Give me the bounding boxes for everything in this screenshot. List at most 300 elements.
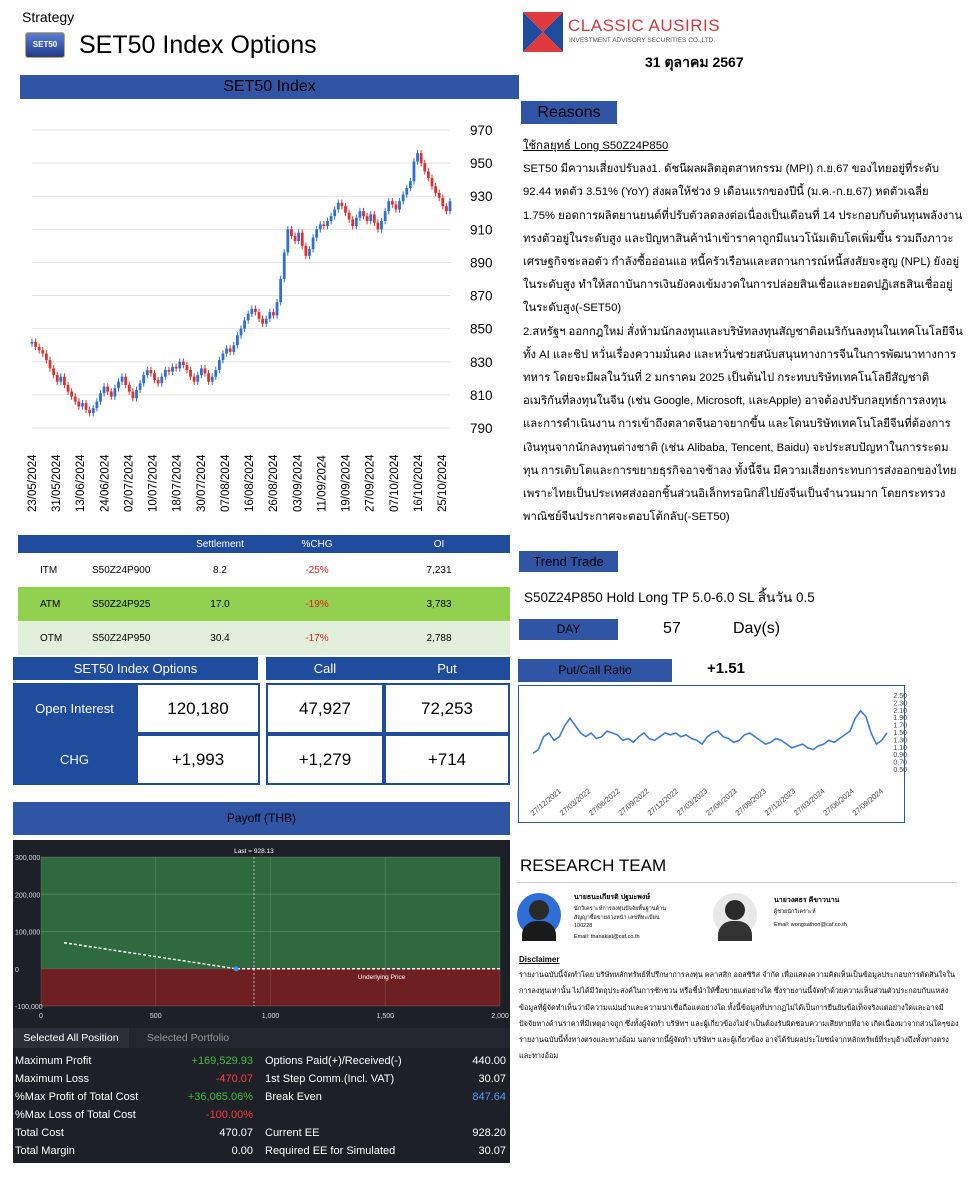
candle-body — [250, 309, 253, 314]
chg-total: +1,993 — [171, 750, 225, 769]
candle-body — [312, 238, 315, 250]
y-tick-label: 0.90 — [893, 752, 907, 760]
y-tick-label: 930 — [470, 189, 493, 205]
reasons-body — [523, 135, 963, 529]
analyst1-line3: 100228 — [574, 923, 593, 929]
candle-body — [135, 390, 138, 398]
analyst2-name: นายวงศธร คีขาวนาน — [774, 897, 840, 904]
x-tick-label: 27/06/2024 — [821, 786, 856, 818]
report-date: 31 ตุลาคม 2567 — [645, 54, 744, 70]
avatar — [517, 893, 561, 937]
row-chg: -19% — [305, 598, 329, 610]
candle-body — [81, 403, 84, 406]
trend-header — [519, 551, 618, 572]
chg-label-cell — [13, 734, 136, 785]
payoff-title: Payoff (THB) — [226, 811, 297, 825]
x-tick-label: 27/06/2022 — [587, 786, 622, 818]
strategy-line: ใช้กลยุทธ์ Long S50Z24P850 — [523, 140, 669, 152]
candle-body — [402, 195, 405, 202]
research-divider — [517, 882, 957, 883]
candle-body — [56, 375, 59, 382]
chg-call-cell — [266, 734, 384, 785]
stats-row — [263, 1088, 508, 1106]
candle-body — [405, 188, 408, 195]
stats-value: 440.00 — [472, 1055, 506, 1067]
candle-body — [369, 214, 372, 221]
stats-value: 470.07 — [219, 1127, 253, 1139]
pcr-series-line — [533, 711, 887, 754]
candle-body — [45, 354, 48, 361]
candle-body — [52, 368, 55, 375]
candle-body — [294, 236, 297, 241]
y-tick-label: 1.70 — [893, 722, 907, 730]
candle-body — [340, 203, 343, 206]
candle-body — [113, 388, 116, 396]
stats-value: 847.64 — [472, 1091, 506, 1103]
candle-body — [106, 387, 109, 392]
oi-label-cell — [13, 683, 136, 734]
candle-body — [222, 354, 225, 361]
x-tick-label: 03/09/2024 — [292, 454, 305, 512]
stats-row — [263, 1070, 508, 1088]
x-tick-label: 23/05/2024 — [27, 454, 39, 512]
summary-grid — [13, 683, 510, 785]
candle-body — [355, 218, 358, 226]
candle-body — [265, 319, 268, 324]
set50-candlestick-chart — [0, 110, 515, 520]
candle-body — [186, 365, 189, 370]
chg-call: +1,279 — [298, 750, 352, 769]
x-tick-label: 27/12/2023 — [762, 786, 798, 818]
x-tick-label: 27/03/2023 — [674, 786, 710, 818]
candle-body — [409, 181, 412, 188]
stats-row — [13, 1124, 255, 1142]
x-tick-label: 26/08/2024 — [268, 454, 281, 512]
x-tick-label: 2,000 — [491, 1013, 509, 1020]
x-tick-label: 02/07/2024 — [123, 454, 136, 512]
research-title: RESEARCH TEAM — [520, 856, 667, 875]
y-tick-label: 870 — [470, 288, 493, 304]
oi-label: Open Interest — [35, 701, 114, 716]
candle-body — [431, 178, 434, 186]
x-tick-label: 27/09/2022 — [616, 786, 651, 818]
candle-body — [283, 253, 286, 279]
candle-body — [366, 216, 369, 221]
y-tick-label: -100,000 — [15, 1004, 43, 1011]
y-tick-label: 890 — [470, 255, 493, 271]
payoff-tabs — [13, 1028, 510, 1048]
disclaimer-text: รายงานฉบับนี้จัดทำโดย บริษัทหลักทรัพย์ที่ปรึกษาการลงทุน คลาสสิก ออสซิริส จำกัด เพื่อแสดงความคิดเห็นเป็นข้อมูลประกอบการตัดสินใจในการลงทุนเท่านั้น ไม่ได้มีวัตถุประสงค์ในการชักชวน หรือชี้นำให้ซื้อขายแต่อย่างใด ซึ่งรายงานนี้จัดทำด้วยความเห็นส่วนตัวประกอบกับแหล่งข้อมูลที่ผู้จัดทำเห็นว่ามีความแม่นยำและความน่าเชื่อถือแต่อย่างใด ทั้งนี้ข้อมูลที่ปรากฏไม่ได้เป็นการยืนยันข้อเท็จจริงแต่อย่างใดและอาจมีปัจจัยทางด้านราคาที่มีเหตุอาจถูก ซึ่งทั้งผู้จัดทำ บริษัทฯ และผู้เกี่ยวข้องไม่จำเป็นต้องรับผิดชอบความเสียหายที่อาจ เกิดเนื่องมาจากส่วนใดๆของรายงานฉบับนี้ทั้งทางตรงและทางอ้อม นอกจากนี้ผู้จัดทำ บริษัทฯ และผู้เกี่ยวข้อง อาจได้รับผลประโยชน์จากหลักทรัพย์ที่ระบุอ้างถึงทั้งทางตรงและทางอ้อม — [519, 970, 959, 1061]
candle-body — [247, 314, 250, 321]
stats-row — [13, 1142, 255, 1160]
page-title: SET50 Index Options — [79, 31, 317, 59]
x-tick-label: 27/03/2022 — [557, 786, 593, 818]
row-chg: -17% — [305, 632, 329, 644]
candle-body — [427, 171, 430, 178]
y-tick-label: 810 — [470, 387, 493, 403]
candle-body — [229, 349, 232, 352]
y-tick-label: 0.50 — [893, 767, 907, 774]
candle-body — [398, 201, 401, 209]
candle-body — [308, 249, 311, 256]
oi-put-cell — [384, 683, 510, 734]
x-tick-label: 16/10/2024 — [412, 454, 425, 512]
candle-body — [121, 377, 124, 382]
candle-body — [175, 367, 178, 369]
candle-body — [153, 373, 156, 380]
stats-row — [13, 1052, 255, 1070]
pcr-chart-frame — [518, 685, 905, 823]
y-tick-label: 850 — [470, 321, 493, 337]
analyst1-email: Email: thanakiat@caf.co.th — [574, 934, 640, 940]
candle-body — [434, 186, 437, 193]
candle-body — [142, 375, 145, 383]
y-tick-label: 0 — [15, 966, 19, 974]
stats-label: Options Paid(+)/Received(-) — [265, 1055, 402, 1067]
candle-body — [387, 201, 390, 211]
x-tick-label: 27/06/2023 — [704, 786, 739, 818]
y-tick-label: 1.50 — [893, 730, 907, 737]
candle-body — [286, 229, 289, 252]
candle-body — [200, 368, 203, 375]
y-tick-label: 1.30 — [893, 737, 907, 745]
candle-body — [420, 153, 423, 163]
oi-total: 120,180 — [167, 699, 229, 718]
company-name: CLASSIC AUSIRIS — [568, 16, 721, 35]
x-tick-label: 25/10/2024 — [437, 454, 449, 512]
stats-label: %Max Loss of Total Cost — [15, 1109, 136, 1121]
x-tick-label: 07/08/2024 — [219, 454, 232, 512]
row-type: OTM — [40, 632, 63, 644]
y-tick-label: 1.10 — [893, 744, 907, 752]
y-tick-label: 910 — [470, 222, 493, 238]
candle-body — [182, 362, 185, 365]
col-series — [91, 535, 174, 553]
stats-row — [263, 1142, 508, 1160]
col-type — [18, 535, 91, 553]
options-table — [18, 535, 510, 655]
x-tick-label: 1,500 — [376, 1013, 395, 1020]
candle-body — [261, 319, 264, 324]
analyst2-email: Email: wongsathon@caf.co.th — [774, 922, 847, 928]
candle-body — [88, 410, 91, 413]
reason-paragraph-2: 2.สหรัฐฯ ออกกฎใหม่ สั่งห้ามนักลงทุนและบริษัทลงทุนสัญชาติอเมริกันลงทุนในเทคโนโลยีจีน ทั้ง AI และชิป หวั่นเรื่องความมั่นคง และหวั่นช่วยสนับสนุนทางการจีนในการพัฒนาทางการทหาร โดยจะมีผลในวันที่ 2 มกราคม 2025 เป็นต้นไป กระทบบริษัทเทคโนโลยีสัญชาติอเมริกันที่ลงทุนในจีน (เช่น Google, Microsoft, และApple) อาจต้องปรับกลยุทธ์การลงทุนและการดำเนินงาน การเข้าถึงตลาดจีนอาจยากขึ้น และโดนบริษัทเทคโนโลยีจีนที่ต้องการเงินทุนจากนักลงทุนต่างชาติ (เช่น Alibaba, Tencent, Baidu) จะประสบปัญหาในการระดมทุน การเติบโตและการขยายธุรกิจอาจช้าลง ทั้งนี้จีน มีความเสี่ยงกระทบการส่งออกของไทย เพราะไทยเป็นประเทศส่งออกชิ้นส่วนอิเล็กทรอนิกส์ไปยังจีนเป็นจำนวนมาก โดยกระทรวงพาณิชย์จีนประกาศจะตอบโต้กลับ(-SET50) — [523, 325, 963, 524]
chg-put: +714 — [427, 750, 467, 769]
candle-body — [189, 370, 192, 377]
day-value: 57 — [663, 620, 681, 637]
candle-body — [131, 392, 134, 399]
x-tick-label: 27/09/2024 — [364, 454, 377, 512]
row-settlement: 17.0 — [210, 598, 230, 610]
x-tick-label: 16/08/2024 — [244, 454, 257, 512]
candle-body — [322, 224, 325, 226]
trend-trade: S50Z24P850 Hold Long TP 5.0-6.0 SL สิ้นวัน 0.5 — [524, 590, 815, 605]
candle-body — [38, 347, 41, 350]
candle-body — [193, 377, 196, 382]
stats-value: +36,065.06% — [187, 1091, 253, 1103]
company-subtitle: INVESTMENT ADVISORY SECURITIES CO.,LTD. — [569, 37, 716, 44]
candle-body — [74, 397, 77, 402]
candle-body — [304, 246, 307, 256]
x-tick-label: 31/05/2024 — [51, 454, 64, 512]
y-tick-label: 100,000 — [15, 929, 41, 937]
candle-body — [416, 153, 419, 161]
summary-call-header: Call — [266, 657, 384, 680]
y-tick-label: 970 — [470, 123, 493, 138]
stats-label: Total Margin — [15, 1145, 75, 1157]
y-tick-label: 830 — [470, 354, 493, 370]
candle-body — [124, 377, 127, 385]
stats-row — [13, 1106, 255, 1124]
x-tick-label: 27/09/2024 — [850, 786, 886, 818]
x-tick-label: 07/10/2024 — [388, 454, 401, 512]
index-chart-title — [20, 75, 519, 99]
candle-body — [272, 312, 275, 315]
candle-body — [319, 224, 322, 229]
analyst1-line2: สัญญาซื้อขายล่วงหน้า เลขที่ทะเบียน — [574, 915, 660, 921]
candle-body — [236, 335, 239, 345]
candle-body — [268, 312, 271, 319]
candle-body — [204, 368, 207, 373]
candle-body — [344, 206, 347, 213]
candle-body — [333, 209, 336, 216]
y-tick-label: 2.10 — [893, 707, 907, 715]
candle-body — [225, 349, 228, 354]
pcr-line-chart — [519, 686, 907, 822]
y-tick-label: 2.50 — [893, 693, 907, 700]
candle-body — [380, 221, 383, 229]
candle-body — [85, 403, 88, 410]
x-tick-label: 18/07/2024 — [171, 454, 184, 512]
candle-body — [373, 214, 376, 222]
stats-row — [13, 1088, 255, 1106]
candle-body — [92, 408, 95, 413]
candle-body — [301, 233, 304, 246]
stats-label: Break Even — [265, 1091, 322, 1103]
x-tick-label: 27/03/2024 — [791, 786, 827, 818]
oi-call: 47,927 — [299, 699, 351, 718]
stats-value: 928.20 — [472, 1127, 506, 1139]
stats-value: +169,529.93 — [191, 1055, 253, 1067]
x-tick-label: 500 — [149, 1013, 162, 1020]
candle-body — [70, 392, 73, 397]
payoff-stats-left — [13, 1052, 255, 1160]
y-tick-label: 300,000 — [15, 855, 41, 862]
stats-label: Maximum Loss — [15, 1073, 89, 1085]
summary-title: SET50 Index Options — [13, 657, 258, 680]
x-tick-label: 0 — [39, 1013, 43, 1020]
candle-body — [164, 370, 167, 377]
row-settlement: 8.2 — [213, 564, 227, 576]
tab-portfolio[interactable]: Selected Portfolio — [146, 1032, 230, 1044]
summary-put-header: Put — [384, 657, 510, 680]
col-chg: %CHG — [301, 538, 333, 550]
row-series: S50Z24P950 — [92, 632, 151, 644]
candle-body — [240, 329, 243, 336]
stats-label: Maximum Profit — [15, 1055, 92, 1067]
table-row[interactable] — [18, 587, 510, 621]
candle-body — [168, 370, 171, 372]
row-oi: 2,788 — [426, 632, 452, 644]
candle-body — [178, 362, 181, 369]
stats-value: 30.07 — [478, 1073, 506, 1085]
row-settlement: 30.4 — [210, 632, 230, 644]
x-tick-label: 19/09/2024 — [340, 454, 353, 512]
candle-body — [117, 382, 120, 389]
oi-call-cell — [266, 683, 384, 734]
day-unit: Day(s) — [733, 620, 781, 637]
row-chg: -25% — [305, 564, 329, 576]
row-series: S50Z24P925 — [92, 598, 151, 610]
table-row[interactable] — [18, 553, 510, 587]
candle-body — [377, 223, 380, 230]
candle-body — [362, 211, 365, 216]
candle-body — [391, 201, 394, 204]
underlying-price-label: Underlying Price — [357, 973, 406, 981]
row-type: ATM — [40, 598, 61, 610]
candle-body — [441, 198, 444, 206]
candle-body — [279, 279, 282, 302]
pcr-label: Put/Call Ratio — [558, 663, 632, 677]
x-tick-label: 10/07/2024 — [147, 454, 160, 512]
row-type: ITM — [40, 564, 58, 576]
x-tick-label: 1,000 — [261, 1013, 280, 1020]
stats-label — [263, 1106, 456, 1124]
candle-body — [49, 360, 52, 368]
candle-body — [196, 375, 199, 382]
set50-logo-text: SET50 — [32, 40, 58, 49]
avatar — [713, 893, 757, 937]
y-tick-label: 200,000 — [15, 892, 41, 900]
payoff-chart — [13, 840, 510, 1028]
candle-body — [315, 229, 318, 237]
options-table-header — [18, 535, 510, 553]
payoff-title-bar — [13, 802, 510, 835]
candle-body — [31, 342, 34, 344]
candle-body — [146, 370, 149, 375]
candle-body — [157, 380, 160, 383]
candle-body — [330, 216, 333, 221]
candle-body — [243, 320, 246, 328]
candle-body — [139, 383, 142, 390]
stats-row — [263, 1052, 508, 1070]
candle-body — [103, 387, 106, 394]
candle-body — [59, 377, 62, 382]
y-tick-label: 1.90 — [893, 715, 907, 723]
row-oi: 3,783 — [426, 598, 452, 610]
break-even-point — [234, 966, 239, 971]
x-tick-label: 24/06/2024 — [99, 454, 112, 512]
y-tick-label: 950 — [470, 156, 493, 172]
pcr-header — [518, 659, 672, 682]
chg-total-cell — [136, 734, 260, 785]
y-tick-label: 2.30 — [893, 700, 907, 708]
day-label: DAY — [556, 622, 581, 636]
stats-value: -470.07 — [215, 1073, 253, 1085]
stats-value: -100.00% — [205, 1109, 253, 1121]
candle-body — [77, 402, 80, 407]
oi-total-cell — [136, 683, 260, 734]
reasons-header — [521, 101, 617, 124]
candle-body — [41, 350, 44, 353]
payoff-panel — [13, 840, 510, 1163]
x-tick-label: 27/09/2023 — [733, 786, 768, 818]
stats-label: %Max Profit of Total Cost — [15, 1091, 139, 1103]
candle-body — [99, 393, 102, 401]
last-price-label: Last = 928.13 — [234, 848, 274, 855]
candle-body — [276, 302, 279, 315]
col-oi: OI — [433, 538, 445, 550]
candle-body — [232, 345, 235, 352]
trend-label: Trend Trade — [533, 554, 604, 569]
candle-body — [438, 193, 441, 198]
stats-label: Required EE for Simulated — [265, 1145, 396, 1157]
day-badge — [519, 619, 618, 640]
candle-body — [95, 402, 98, 409]
y-tick-label: 0.70 — [893, 759, 907, 767]
candle-body — [128, 385, 131, 392]
x-tick-label: 11/09/2024 — [316, 455, 329, 512]
stats-label: Total Cost — [15, 1127, 64, 1139]
candle-body — [359, 211, 362, 218]
stats-value: 0.00 — [231, 1145, 253, 1157]
candle-body — [214, 370, 217, 377]
candle-body — [297, 233, 300, 241]
payoff-stats-right — [263, 1052, 508, 1160]
disclaimer-title: Disclaimer — [519, 955, 560, 964]
candle-body — [413, 161, 416, 181]
candle-body — [351, 219, 354, 226]
stats-row — [13, 1070, 255, 1088]
candle-body — [254, 309, 257, 312]
company-logo-icon — [523, 12, 563, 52]
table-row[interactable] — [18, 621, 510, 655]
set50-logo — [25, 32, 65, 58]
x-tick-label: 13/06/2024 — [75, 454, 88, 512]
analyst1-line1: นักวิเคราะห์การลงทุนปัจจัยพื้นฐานด้าน — [574, 906, 667, 912]
col-settlement: Settlement — [196, 538, 244, 550]
x-tick-label: 27/12/2022 — [645, 786, 681, 818]
x-tick-label: 27/12/2021 — [528, 786, 564, 818]
analyst1-name: นายธนะเกียรติ ปฐมะพงษ์ — [574, 894, 650, 901]
stats-value — [456, 1106, 508, 1124]
row-oi: 7,231 — [426, 564, 452, 576]
index-chart-title-text: SET50 Index — [223, 78, 316, 95]
x-tick-label: 30/07/2024 — [195, 454, 208, 512]
candle-body — [218, 360, 221, 370]
stats-value: 30.07 — [478, 1145, 506, 1157]
candle-body — [258, 312, 261, 319]
chg-put-cell — [384, 734, 510, 785]
candle-body — [110, 392, 113, 397]
candle-body — [171, 367, 174, 372]
candle-body — [423, 163, 426, 171]
analyst2-line1: ผู้ช่วยนักวิเคราะห์ — [774, 909, 816, 915]
candle-body — [445, 206, 448, 211]
chg-label: CHG — [60, 752, 89, 767]
stats-row — [263, 1106, 508, 1124]
reasons-title: Reasons — [537, 104, 601, 121]
candle-body — [348, 213, 351, 220]
candle-body — [395, 205, 398, 210]
candle-body — [326, 221, 329, 226]
pcr-value: +1.51 — [707, 660, 745, 677]
tab-all-position[interactable]: Selected All Position — [13, 1028, 129, 1048]
candle-body — [211, 377, 214, 382]
y-tick-label: 790 — [470, 421, 493, 436]
row-series: S50Z24P900 — [92, 564, 151, 576]
candle-body — [34, 342, 37, 347]
